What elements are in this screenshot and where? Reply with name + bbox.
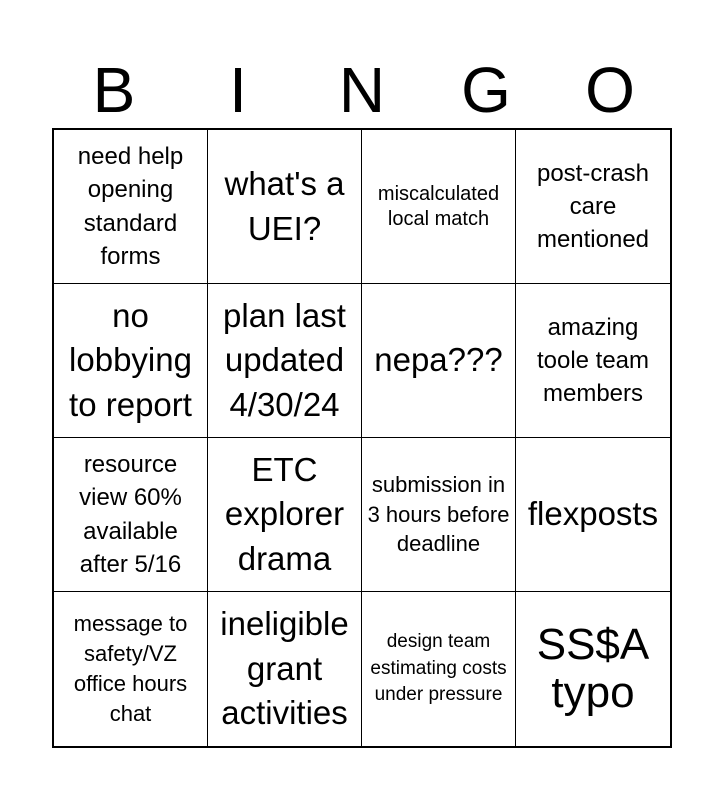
bingo-cell-text: design team estimating costs under pressure — [370, 630, 507, 706]
bingo-cell[interactable] — [54, 284, 208, 438]
bingo-cell-text: post-crash care mentioned — [536, 159, 650, 254]
bingo-cell[interactable] — [362, 284, 516, 438]
bingo-cell[interactable] — [208, 284, 362, 438]
bingo-cell-text: ineligible grant activities — [220, 605, 349, 732]
bingo-cell-text: submission in 3 hours before deadline — [367, 471, 510, 557]
bingo-cell[interactable] — [208, 130, 362, 284]
bingo-cell[interactable] — [516, 130, 670, 284]
bingo-cell-text: amazing toole team members — [536, 313, 650, 408]
bingo-cell-text: miscalculated local match — [377, 182, 500, 230]
bingo-cell-text: ETC explorer drama — [224, 450, 345, 577]
bingo-cell-text: flexposts — [527, 495, 659, 533]
bingo-cell-text: resource view 60% available after 5/16 — [79, 451, 182, 578]
bingo-cell[interactable] — [54, 592, 208, 746]
bingo-cell-text: no lobbying to report — [69, 296, 192, 423]
header-letter-b: B — [92, 54, 136, 126]
bingo-cell-text: SS$A typo — [536, 620, 650, 717]
bingo-cell[interactable] — [362, 592, 516, 746]
header-letter-n: N — [338, 54, 386, 126]
bingo-board — [52, 128, 672, 748]
bingo-cell[interactable] — [54, 130, 208, 284]
header-letter-i: I — [229, 54, 247, 126]
bingo-cell[interactable] — [516, 284, 670, 438]
bingo-header — [52, 52, 672, 128]
bingo-cell[interactable] — [362, 130, 516, 284]
header-letter-g: G — [461, 54, 511, 126]
bingo-cell-text: message to safety/VZ office hours chat — [73, 611, 188, 726]
header-letter-o: O — [585, 54, 635, 126]
bingo-cell-text: nepa??? — [374, 341, 503, 379]
bingo-cell-text: need help opening standard forms — [77, 143, 184, 270]
bingo-cell[interactable] — [208, 592, 362, 746]
bingo-cell[interactable] — [516, 592, 670, 746]
bingo-cell[interactable] — [208, 438, 362, 592]
bingo-cell-text: plan last updated 4/30/24 — [223, 296, 346, 423]
bingo-cell[interactable] — [362, 438, 516, 592]
bingo-cell[interactable] — [516, 438, 670, 592]
bingo-cell[interactable] — [54, 438, 208, 592]
bingo-cell-text: what's a UEI? — [224, 164, 345, 247]
